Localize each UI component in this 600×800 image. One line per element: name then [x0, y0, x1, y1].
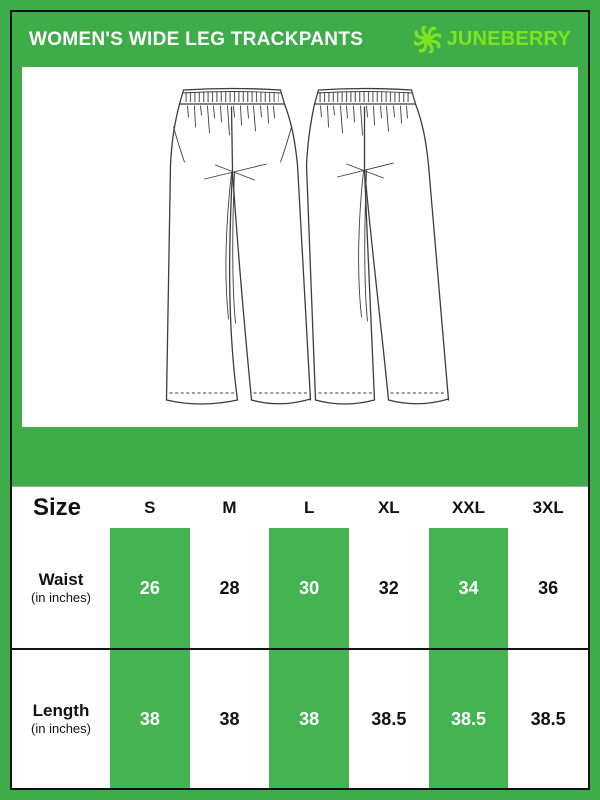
waist-value-3xl: 36 — [538, 577, 559, 598]
length-value-xl: 38.5 — [349, 648, 429, 788]
waist-value-xl: 32 — [378, 577, 399, 598]
length-row-label — [12, 648, 110, 788]
page-title: WOMEN'S WIDE LEG TRACKPANTS — [29, 28, 364, 50]
spacer-band — [12, 427, 588, 486]
waist-value-s: 26 — [110, 528, 190, 648]
length-unit-note: (in inches) — [31, 721, 91, 737]
waist-value-m: 28 — [219, 577, 240, 598]
pants-back-view — [307, 89, 449, 405]
inner-frame — [10, 10, 590, 790]
size-header-cell: Size — [33, 493, 82, 521]
waist-row-label — [12, 528, 110, 648]
size-table — [12, 486, 588, 788]
col-header-m: M — [222, 497, 237, 517]
trackpants-sketch — [22, 67, 578, 427]
brand-name: JUNEBERRY — [446, 28, 571, 50]
waist-value-xxl: 34 — [429, 528, 509, 648]
pinwheel-icon — [414, 26, 441, 53]
waist-value-l: 30 — [269, 528, 349, 648]
pants-front-view — [167, 89, 311, 405]
length-label: Length — [32, 701, 90, 720]
length-value-3xl: 38.5 — [508, 648, 588, 788]
waist-label: Waist — [38, 570, 84, 589]
col-header-3xl: 3XL — [532, 497, 564, 517]
length-value-s: 38 — [110, 648, 190, 788]
col-header-xxl: XXL — [451, 497, 486, 517]
waist-unit-note: (in inches) — [31, 590, 91, 606]
col-header-xl: XL — [377, 497, 400, 517]
brand-logo — [414, 26, 571, 53]
illustration-panel — [22, 67, 578, 427]
col-header-s: S — [144, 497, 156, 517]
length-value-m: 38 — [190, 648, 270, 788]
length-value-l: 38 — [269, 648, 349, 788]
col-header-l: L — [303, 497, 315, 517]
title-bar — [12, 12, 588, 67]
length-value-xxl: 38.5 — [429, 648, 509, 788]
